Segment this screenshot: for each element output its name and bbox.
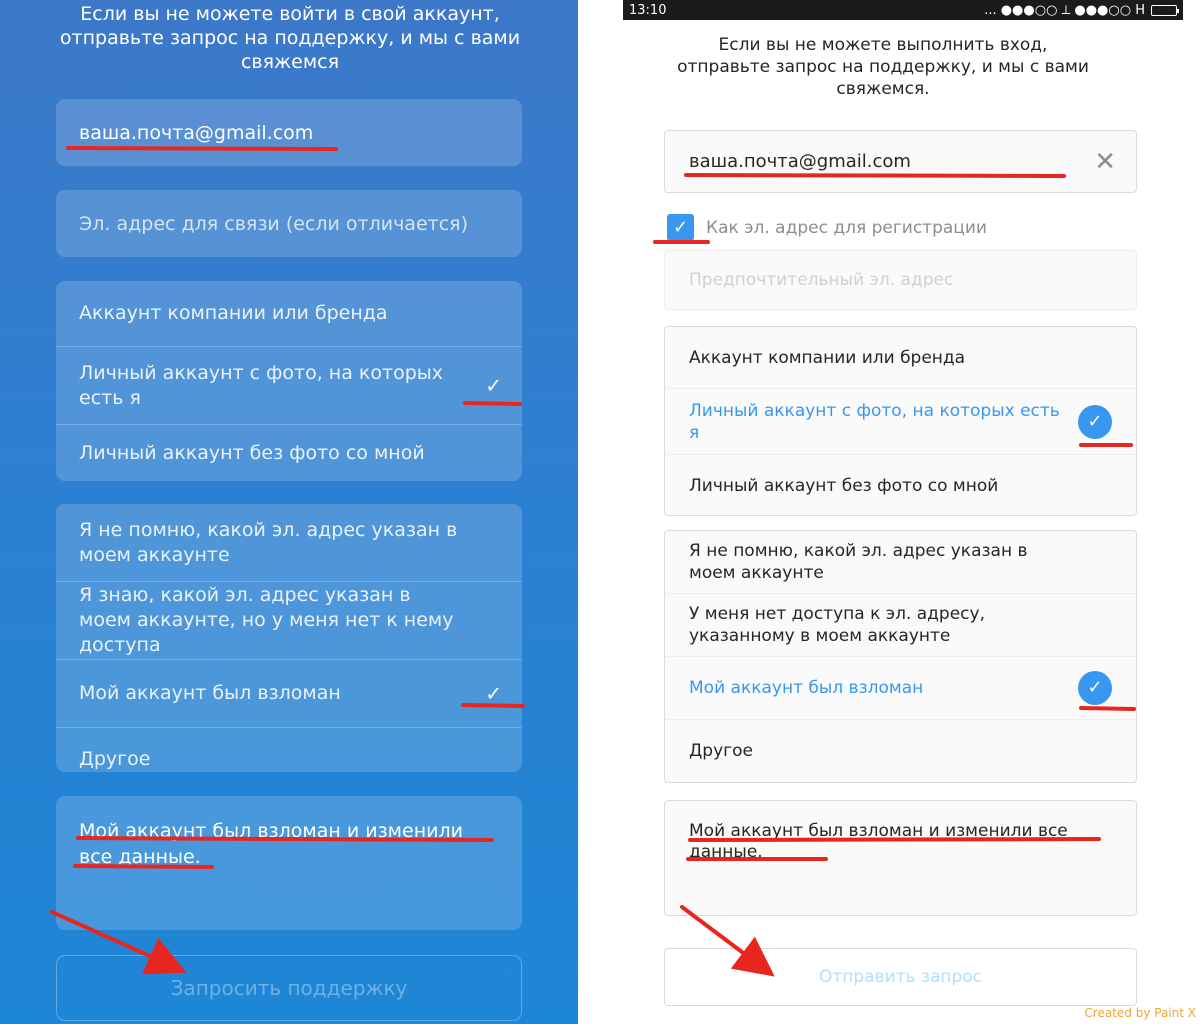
signal-indicators: ... ●●●○○ ⟂ ●●●○○ Н [984,2,1145,18]
right-problem-group [664,530,1137,783]
right-option-other[interactable] [665,720,1136,782]
option-label: Аккаунт компании или бренда [79,302,388,324]
check-circle-icon: ✓ [1078,671,1112,705]
right-option-forgot-email[interactable] [665,531,1136,594]
left-contact-email-field[interactable]: Эл. адрес для связи (если отличается) [56,190,522,257]
left-account-type-group [56,281,522,481]
left-option-hacked[interactable] [56,660,522,728]
right-intro-text: Если вы не можете выполнить вход, отправьте запрос на поддержку, и мы с вами свяжемся. [677,35,1089,99]
preferred-email-field[interactable]: Предпочтительный эл. адрес [664,250,1137,310]
option-label: Личный аккаунт без фото со мной [79,441,425,464]
option-label: Другое [79,748,151,770]
right-support-form [623,0,1200,1024]
right-option-hacked[interactable] [665,657,1136,720]
status-indicators [984,3,1177,18]
clear-icon[interactable]: ✕ [1094,146,1116,177]
right-message-textarea[interactable]: Мой аккаунт был взломан и изменили все данные. [664,800,1137,916]
left-message-textarea[interactable]: Мой аккаунт был взломан и изменили все данные. [56,796,522,930]
option-label: Личный аккаунт без фото со мной [689,476,999,496]
option-label: Аккаунт компании или бренда [689,347,966,368]
email-value: ваша.почта@gmail.com [689,151,911,172]
right-account-type-group [664,326,1137,516]
check-icon: ✓ [485,373,502,397]
option-label: Другое [689,741,753,761]
left-option-forgot-email[interactable] [56,504,522,582]
credit-watermark: Created by Paint X [1084,1006,1196,1020]
checkbox-checked-icon[interactable]: ✓ [667,214,694,241]
left-option-personal-with-photos[interactable] [56,347,522,425]
right-option-personal-no-photos[interactable] [665,455,1136,516]
option-label: У меня нет доступа к эл. адресу, указанному в моем аккаунте [689,604,985,646]
option-label: Мой аккаунт был взломан [79,682,341,704]
option-label: Личный аккаунт с фото, на которых есть я [689,400,1060,443]
battery-icon [1151,5,1177,16]
status-bar [623,0,1183,20]
same-email-label: Как эл. адрес для регистрации [706,217,987,238]
same-email-checkbox-row[interactable] [667,214,987,241]
right-option-no-email-access[interactable] [665,594,1136,657]
status-time: 13:10 [629,2,667,18]
check-circle-icon: ✓ [1078,405,1112,439]
left-submit-button[interactable]: Запросить поддержку [56,955,522,1021]
option-label: Я не помню, какой эл. адрес указан в моем аккаунте [689,541,1028,583]
right-email-field[interactable] [664,130,1137,193]
option-label: Мой аккаунт был взломан [689,678,924,698]
left-support-form [0,0,578,1024]
left-option-no-email-access[interactable] [56,582,522,660]
left-option-other[interactable] [56,728,522,772]
left-email-field[interactable]: ваша.почта@gmail.com [56,99,522,166]
left-option-business[interactable] [56,281,522,347]
check-icon: ✓ [485,681,502,705]
right-submit-button[interactable]: Отправить запрос [664,948,1137,1006]
right-option-personal-with-photos[interactable] [665,389,1136,455]
left-option-personal-no-photos[interactable] [56,425,522,481]
left-intro-text: Если вы не можете войти в свой аккаунт, отправьте запрос на поддержку, и мы с вами свяжемся [59,3,521,73]
option-label: Я не помню, какой эл. адрес указан в моем аккаунте [79,518,458,566]
option-label: Личный аккаунт с фото, на которых есть я [79,361,444,409]
left-problem-group [56,504,522,772]
option-label: Я знаю, какой эл. адрес указан в моем аккаунте, но у меня нет к нему доступа [79,584,454,656]
right-option-business[interactable] [665,327,1136,389]
